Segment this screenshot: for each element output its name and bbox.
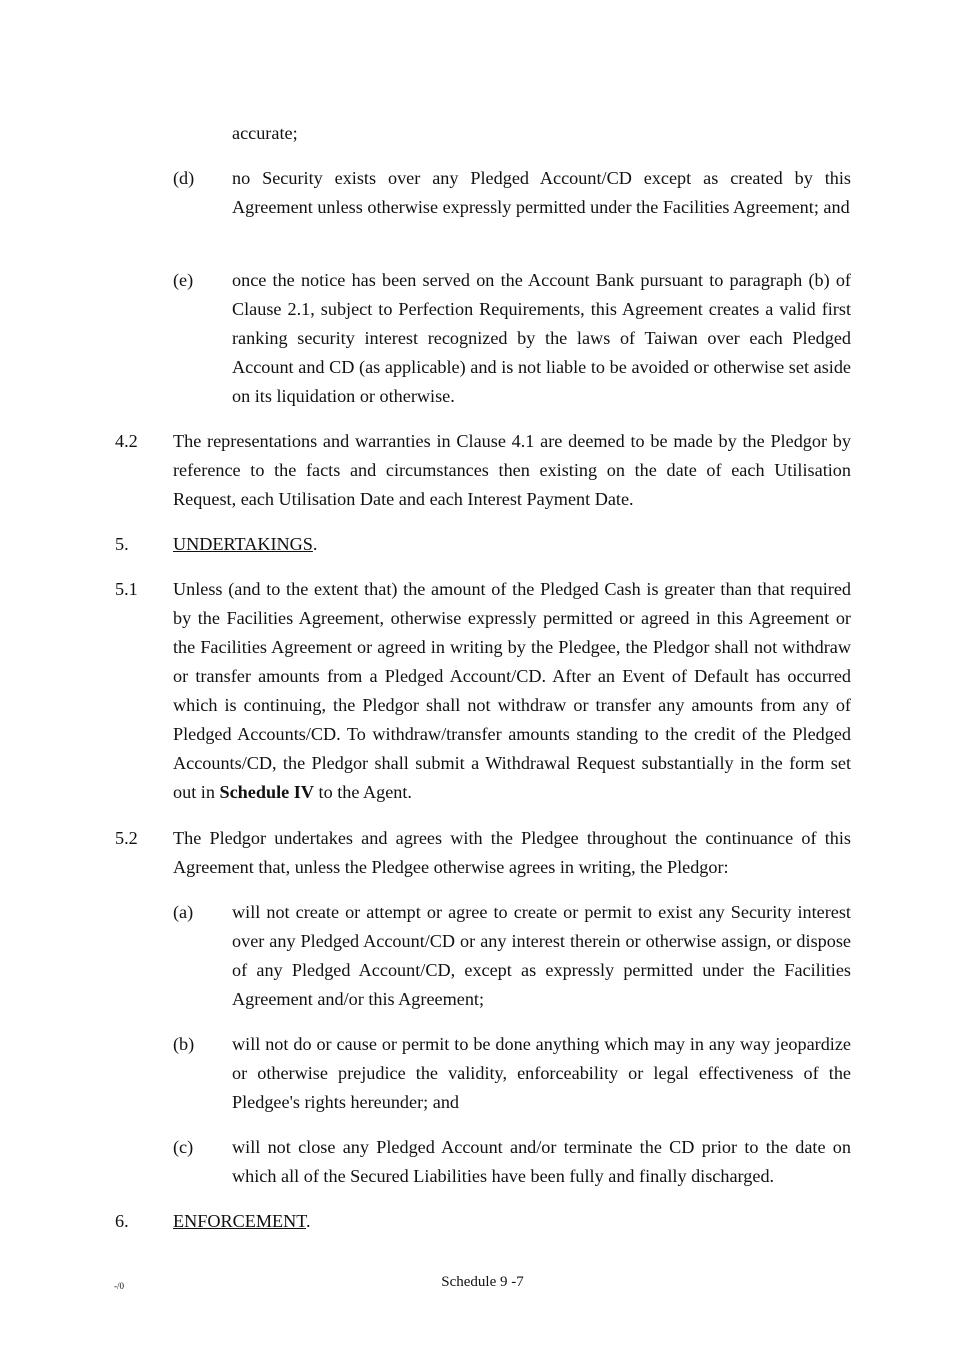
item-a2-text: will not create or attempt or agree to create or permit to exist any Security interest over any Pledged Account/CD or any interest therein or otherwise assign, or dispose of any Pledged Account/CD, except as expressly permitted under the Facilities Agreement and/or this Agreement; xyxy=(232,902,851,1009)
item-b2-number: (b) xyxy=(173,1034,195,1054)
clause-4-2-number: 4.2 xyxy=(115,431,138,451)
clause-5-number: 5. xyxy=(115,534,129,554)
clause-5-1-schedule-ref: Schedule IV xyxy=(219,782,314,802)
item-d-number: (d) xyxy=(173,168,195,188)
footer-page-label: Schedule 9 -7 xyxy=(441,1274,524,1290)
clause-6-number: 6. xyxy=(115,1211,129,1231)
item-c2-number: (c) xyxy=(173,1137,194,1157)
clause-5-2-text: The Pledgor undertakes and agrees with the Pledgee throughout the continuance of this Agreement that, unless the Pledgee otherwise agrees in writing, the Pledgor: xyxy=(173,828,851,877)
item-b2-text: will not do or cause or permit to be done anything which may in any way jeopardize or otherwise prejudice the validity, enforceability or legal effectiveness of the Pledgee's rights hereunder; and xyxy=(232,1034,851,1112)
clause-5-1-text-a: Unless (and to the extent that) the amount of the Pledged Cash is greater than that required by the Facilities Agreement, otherwise expressly permitted or agreed in this Agreement or the Facilities Agreement or agreed in writing by the Pledgee, the Pledgor shall not withdraw or transfer amounts from a Pledged Account/CD. After an Event of Default has occurred which is continuing, the Pledgor shall not withdraw or transfer any amounts from any of Pledged Accounts/CD. To withdraw/transfer amounts standing to the credit of the Pledged Accounts/CD, the Pledgor shall submit a Withdrawal Request substantially in the form set out in xyxy=(173,579,851,802)
item-a2-number: (a) xyxy=(173,902,194,922)
item-e-number: (e) xyxy=(173,270,194,290)
clause-5-1-number: 5.1 xyxy=(115,579,138,599)
clause-5-1-text-b: to the Agent. xyxy=(313,782,412,802)
clause-6-heading xyxy=(173,1207,851,1236)
clause-5-heading xyxy=(173,530,851,559)
footer-reference: -/0 xyxy=(114,1281,124,1291)
clause-4-2-text: The representations and warranties in Clause 4.1 are deemed to be made by the Pledgor by reference to the facts and circumstances then existing on the date of each Utilisation Request, each Utilisation Date and each Interest Payment Date. xyxy=(173,431,851,509)
clause-5-title: UNDERTAKINGS xyxy=(173,534,313,554)
paragraph-accurate: accurate; xyxy=(232,123,298,143)
item-d-text: no Security exists over any Pledged Account/CD except as created by this Agreement unless otherwise expressly permitted under the Facilities Agreement; and xyxy=(232,168,851,217)
clause-5-punct: . xyxy=(312,534,318,554)
clause-5-2-number: 5.2 xyxy=(115,828,138,848)
clause-6-punct: . xyxy=(306,1211,311,1231)
clause-5-1-text xyxy=(173,575,851,807)
item-e-text: once the notice has been served on the Account Bank pursuant to paragraph (b) of Clause 2.1, subject to Perfection Requirements, this Agreement creates a valid first ranking security interest recognized by the laws of Taiwan over each Pledged Account and CD (as applicable) and is not liable to be avoided or otherwise set aside on its liquidation or otherwise. xyxy=(232,270,851,406)
item-c2-text: will not close any Pledged Account and/or terminate the CD prior to the date on which all of the Secured Liabilities have been fully and finally discharged. xyxy=(232,1137,851,1186)
clause-6-title: ENFORCEMENT xyxy=(173,1211,307,1231)
